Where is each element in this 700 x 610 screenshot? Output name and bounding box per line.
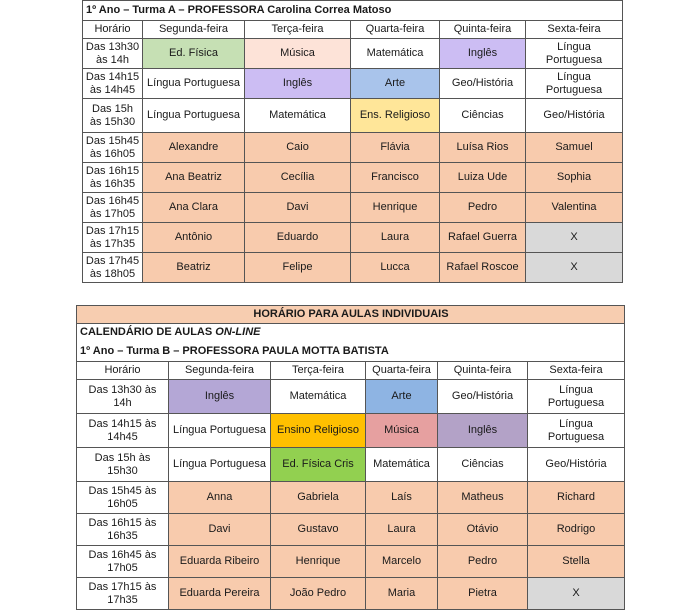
table-row bbox=[83, 69, 623, 99]
student-cell: Rafael Guerra bbox=[440, 223, 526, 253]
time-cell: Das 17h45 às 18h05 bbox=[83, 253, 143, 283]
lesson-cell: Matemática bbox=[366, 448, 438, 482]
student-cell: Laura bbox=[351, 223, 440, 253]
student-cell: Henrique bbox=[351, 193, 440, 223]
lesson-cell: Geo/História bbox=[440, 69, 526, 99]
student-cell: Beatriz bbox=[143, 253, 245, 283]
lesson-cell: Língua Portuguesa bbox=[169, 414, 271, 448]
lesson-cell: Inglês bbox=[245, 69, 351, 99]
time-cell: Das 15h45 às 16h05 bbox=[77, 482, 169, 514]
time-cell: Das 15h às 15h30 bbox=[77, 448, 169, 482]
student-cell: Davi bbox=[245, 193, 351, 223]
col-header: Segunda-feira bbox=[169, 362, 271, 380]
student-cell: Ana Beatriz bbox=[143, 163, 245, 193]
student-cell: Ana Clara bbox=[143, 193, 245, 223]
time-cell: Das 14h15 às 14h45 bbox=[83, 69, 143, 99]
student-cell: Rodrigo bbox=[528, 514, 625, 546]
lesson-cell: Geo/História bbox=[528, 448, 625, 482]
student-cell: Pietra bbox=[438, 578, 528, 610]
time-cell: Das 14h15 às 14h45 bbox=[77, 414, 169, 448]
col-header: Sexta-feira bbox=[528, 362, 625, 380]
student-cell: Maria bbox=[366, 578, 438, 610]
lesson-cell: Língua Portuguesa bbox=[143, 99, 245, 133]
student-cell: Alexandre bbox=[143, 133, 245, 163]
lesson-cell: Ens. Religioso bbox=[351, 99, 440, 133]
student-cell: Otávio bbox=[438, 514, 528, 546]
student-cell: Richard bbox=[528, 482, 625, 514]
student-cell: Eduarda Ribeiro bbox=[169, 546, 271, 578]
col-header: Terça-feira bbox=[245, 21, 351, 39]
table-row bbox=[77, 448, 625, 482]
table-row bbox=[77, 482, 625, 514]
empty-slot-cell: X bbox=[528, 578, 625, 610]
time-cell: Das 16h45 às 17h05 bbox=[77, 546, 169, 578]
student-cell: Sophia bbox=[526, 163, 623, 193]
student-cell: Laura bbox=[366, 514, 438, 546]
table-row bbox=[83, 253, 623, 283]
student-cell: Cecília bbox=[245, 163, 351, 193]
table-row bbox=[77, 414, 625, 448]
banner-title: HORÁRIO PARA AULAS INDIVIDUAIS bbox=[77, 306, 625, 324]
student-cell: Anna bbox=[169, 482, 271, 514]
student-cell: Antônio bbox=[143, 223, 245, 253]
lesson-cell: Ed. Física bbox=[143, 39, 245, 69]
student-cell: Matheus bbox=[438, 482, 528, 514]
lesson-cell: Matemática bbox=[271, 380, 366, 414]
col-header: Quarta-feira bbox=[351, 21, 440, 39]
lesson-cell: Ciências bbox=[440, 99, 526, 133]
student-cell: Eduarda Pereira bbox=[169, 578, 271, 610]
lesson-cell: Língua Portuguesa bbox=[169, 448, 271, 482]
time-cell: Das 15h às 15h30 bbox=[83, 99, 143, 133]
student-cell: Gustavo bbox=[271, 514, 366, 546]
time-cell: Das 15h45 às 16h05 bbox=[83, 133, 143, 163]
student-cell: João Pedro bbox=[271, 578, 366, 610]
student-cell: Marcelo bbox=[366, 546, 438, 578]
student-cell: Felipe bbox=[245, 253, 351, 283]
lesson-cell: Matemática bbox=[351, 39, 440, 69]
empty-slot-cell: X bbox=[526, 223, 623, 253]
empty-slot-cell: X bbox=[526, 253, 623, 283]
table-row bbox=[77, 546, 625, 578]
col-header: Horário bbox=[83, 21, 143, 39]
student-cell: Lucca bbox=[351, 253, 440, 283]
lesson-cell: Inglês bbox=[440, 39, 526, 69]
calendar-title-text: CALENDÁRIO DE AULAS bbox=[80, 326, 216, 339]
lesson-cell: Língua Portuguesa bbox=[528, 380, 625, 414]
lesson-cell: Matemática bbox=[245, 99, 351, 133]
student-cell: Henrique bbox=[271, 546, 366, 578]
student-cell: Davi bbox=[169, 514, 271, 546]
calendar-title-italic: ON-LINE bbox=[215, 326, 261, 339]
time-cell: Das 13h30 às 14h bbox=[77, 380, 169, 414]
lesson-cell: Ciências bbox=[438, 448, 528, 482]
col-header: Terça-feira bbox=[271, 362, 366, 380]
student-cell: Luiza Ude bbox=[440, 163, 526, 193]
class-title: 1º Ano – Turma A – PROFESSORA Carolina Correa Matoso bbox=[83, 1, 623, 21]
lesson-cell: Geo/História bbox=[526, 99, 623, 133]
table-row bbox=[77, 380, 625, 414]
time-cell: Das 16h15 às 16h35 bbox=[77, 514, 169, 546]
col-header: Quinta-feira bbox=[438, 362, 528, 380]
lesson-cell: Língua Portuguesa bbox=[528, 414, 625, 448]
table-row bbox=[77, 578, 625, 610]
table-row bbox=[83, 193, 623, 223]
student-cell: Pedro bbox=[440, 193, 526, 223]
student-cell: Gabriela bbox=[271, 482, 366, 514]
table-row bbox=[83, 99, 623, 133]
student-cell: Valentina bbox=[526, 193, 623, 223]
lesson-cell: Inglês bbox=[438, 414, 528, 448]
student-cell: Pedro bbox=[438, 546, 528, 578]
col-header: Quarta-feira bbox=[366, 362, 438, 380]
class-title: 1º Ano – Turma B – PROFESSORA PAULA MOTTA BATISTA bbox=[77, 342, 625, 362]
schedule-table-turma-a bbox=[82, 0, 623, 283]
schedule-table-turma-b bbox=[76, 305, 625, 610]
header-row bbox=[77, 362, 625, 380]
table-row bbox=[83, 223, 623, 253]
student-cell: Flávia bbox=[351, 133, 440, 163]
lesson-cell: Língua Portuguesa bbox=[526, 39, 623, 69]
lesson-cell: Inglês bbox=[169, 380, 271, 414]
student-cell: Samuel bbox=[526, 133, 623, 163]
table-row bbox=[77, 514, 625, 546]
time-cell: Das 13h30 às 14h bbox=[83, 39, 143, 69]
student-cell: Francisco bbox=[351, 163, 440, 193]
table-row bbox=[83, 39, 623, 69]
student-cell: Eduardo bbox=[245, 223, 351, 253]
col-header: Segunda-feira bbox=[143, 21, 245, 39]
lesson-cell: Língua Portuguesa bbox=[526, 69, 623, 99]
student-cell: Luísa Rios bbox=[440, 133, 526, 163]
lesson-cell: Língua Portuguesa bbox=[143, 69, 245, 99]
time-cell: Das 16h15 às 16h35 bbox=[83, 163, 143, 193]
table-row bbox=[83, 133, 623, 163]
table-row bbox=[83, 163, 623, 193]
time-cell: Das 16h45 às 17h05 bbox=[83, 193, 143, 223]
lesson-cell: Música bbox=[245, 39, 351, 69]
time-cell: Das 17h15 às 17h35 bbox=[83, 223, 143, 253]
student-cell: Stella bbox=[528, 546, 625, 578]
lesson-cell: Música bbox=[366, 414, 438, 448]
lesson-cell: Geo/História bbox=[438, 380, 528, 414]
col-header: Quinta-feira bbox=[440, 21, 526, 39]
student-cell: Rafael Roscoe bbox=[440, 253, 526, 283]
calendar-title bbox=[77, 324, 625, 342]
col-header: Horário bbox=[77, 362, 169, 380]
lesson-cell: Ed. Física Cris bbox=[271, 448, 366, 482]
lesson-cell: Arte bbox=[351, 69, 440, 99]
col-header: Sexta-feira bbox=[526, 21, 623, 39]
lesson-cell: Arte bbox=[366, 380, 438, 414]
header-row bbox=[83, 21, 623, 39]
lesson-cell: Ensino Religioso bbox=[271, 414, 366, 448]
student-cell: Laís bbox=[366, 482, 438, 514]
student-cell: Caio bbox=[245, 133, 351, 163]
time-cell: Das 17h15 às 17h35 bbox=[77, 578, 169, 610]
